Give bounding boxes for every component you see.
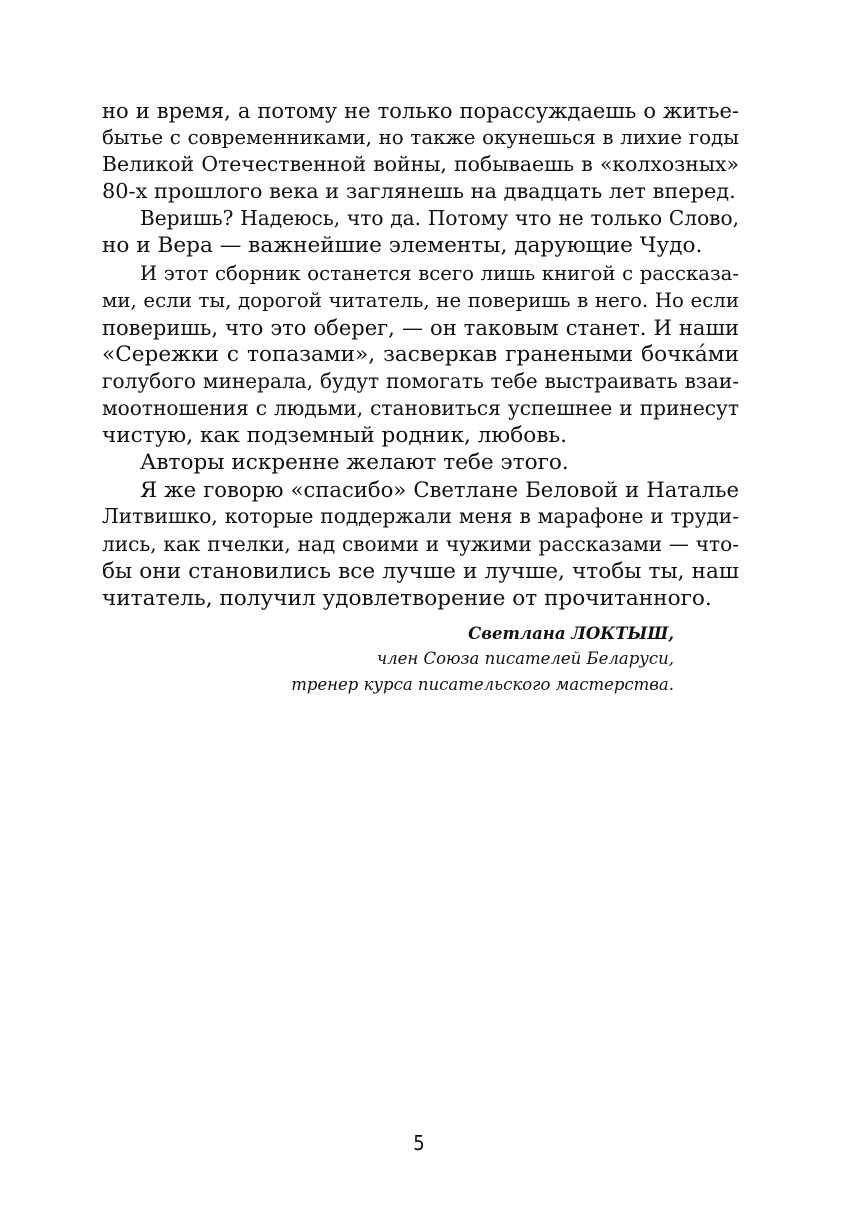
text-line: Великой Отечественной войны, побываешь в «колхозных»: [102, 152, 739, 177]
text-line: чистую, как подземный родник, любовь.: [102, 423, 567, 449]
text-line: Я же говорю «спасибо» Светлане Беловой и Наталье: [140, 477, 739, 503]
text-line: И этот сборник останется всего лишь книгой с рассказа-: [140, 261, 739, 285]
text-line: Литвишко, которые поддержали меня в марафоне и труди-: [102, 504, 739, 529]
text-line: «Сережки с топазами», засверкав гранеными бочка́ми: [102, 341, 739, 367]
text-line: лись, как пчелки, над своими и чужими рассказами — что-: [102, 531, 739, 556]
author-role: тренер курса писательского мастерства.: [291, 675, 674, 694]
author-affiliation: член Союза писателей Беларуси,: [376, 649, 674, 668]
text-line: 80-х прошлого века и заглянешь на двадцать лет вперед.: [102, 179, 736, 204]
signature-block: [291, 622, 674, 698]
author-name: Светлана ЛОКТЫШ,: [468, 624, 674, 643]
text-line: бы они становились все лучше и лучше, чтобы ты, наш: [102, 558, 739, 584]
text-line: Веришь? Надеюсь, что да. Потому что не только Слово,: [140, 206, 739, 231]
text-line: голубого минерала, будут помогать тебе выстраивать взаи-: [102, 368, 739, 393]
text-line: но и время, а потому не только порассуждаешь о житье-: [102, 98, 739, 123]
text-line: ми, если ты, дорогой читатель, не поверишь в него. Но если: [102, 288, 739, 312]
page-number: 5: [413, 1131, 425, 1155]
body-text: [102, 97, 739, 612]
text-line: бытье с современниками, но также окунешься в лихие годы: [102, 126, 739, 150]
text-line: но и Вера — важнейшие элементы, дарующие Чудо.: [102, 233, 703, 259]
text-line: Авторы искренне желают тебе этого.: [140, 450, 569, 476]
text-line: читатель, получил удовлетворение от прочитанного.: [102, 585, 712, 611]
text-line: моотношения с людьми, становиться успешнее и принесут: [102, 396, 739, 421]
text-line: поверишь, что это оберег, — он таковым станет. И наши: [102, 314, 739, 340]
